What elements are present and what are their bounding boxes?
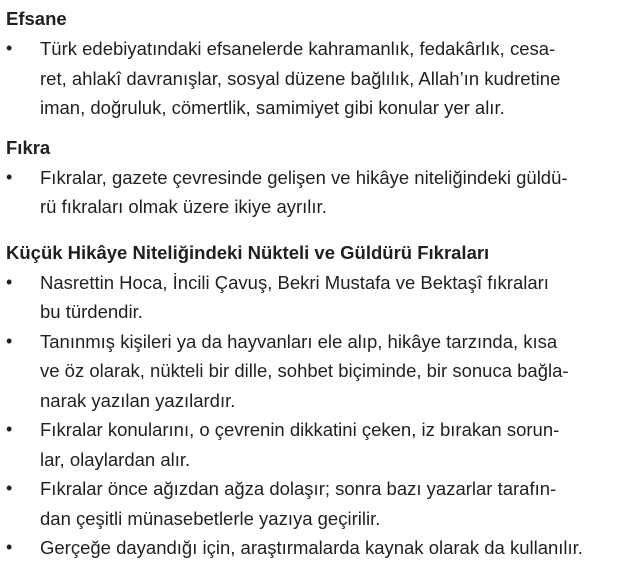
bullet-item [6, 533, 627, 563]
text-line: lar, olaylardan alır. [40, 448, 191, 470]
text-line: Fıkralar, gazete çevresinde gelişen ve hikâye niteliğindeki güldü- [40, 166, 568, 188]
text-line: Nasrettin Hoca, İncili Çavuş, Bekri Mustafa ve Bektaşî fıkraları [40, 271, 549, 293]
text-line: narak yazılan yazılardır. [40, 389, 236, 411]
text-line: rü fıkraları olmak üzere ikiye ayrılır. [40, 196, 327, 217]
bullet-icon: • [6, 419, 13, 439]
section-heading: Efsane [6, 8, 67, 29]
bullet-icon: • [6, 271, 13, 292]
section-heading: Fıkra [6, 136, 51, 158]
bullet-icon: • [6, 537, 13, 557]
bullet-item [6, 474, 627, 533]
spacer [6, 123, 627, 133]
text-line: Fıkralar önce ağızdan ağza dolaşır; sonra bazı yazarlar tarafın- [40, 478, 557, 499]
text-line: dan çeşitli münasebetlerle yazıya geçirilir. [40, 507, 381, 529]
text-line: ret, ahlakî davranışlar, sosyal düzene bağlılık, Allah’ın kudretine [40, 67, 561, 89]
text-line: ve öz olarak, nükteli bir dille, sohbet biçiminde, bir sonuca bağla- [40, 360, 569, 381]
section-kucuk-hikaye [6, 238, 627, 563]
bullet-item [6, 415, 627, 474]
text-line: Türk edebiyatındaki efsanelerde kahramanlık, fedakârlık, cesa- [40, 38, 556, 59]
bullet-icon: • [6, 166, 13, 187]
text-line: Tanınmış kişileri ya da hayvanları ele alıp, hikâye tarzında, kısa [40, 330, 558, 352]
text-line: bu türdendir. [40, 301, 143, 322]
bullet-icon: • [6, 478, 13, 498]
bullet-icon: • [6, 330, 13, 351]
bullet-item [6, 163, 627, 222]
text-line: iman, doğruluk, cömertlik, samimiyet gibi konular yer alır. [40, 97, 505, 118]
text-line: Gerçeğe dayandığı için, araştırmalarda kaynak olarak da kullanılır. [40, 537, 583, 558]
section-fikra [6, 133, 627, 222]
bullet-item [6, 327, 627, 416]
spacer [6, 222, 627, 238]
bullet-item [6, 268, 627, 327]
bullet-item [6, 34, 627, 123]
section-heading: Küçük Hikâye Niteliğindeki Nükteli ve Güldürü Fıkraları [6, 241, 490, 263]
bullet-icon: • [6, 38, 13, 58]
section-efsane [6, 4, 627, 123]
text-line: Fıkralar konularını, o çevrenin dikkatini çeken, iz bırakan sorun- [40, 419, 560, 440]
